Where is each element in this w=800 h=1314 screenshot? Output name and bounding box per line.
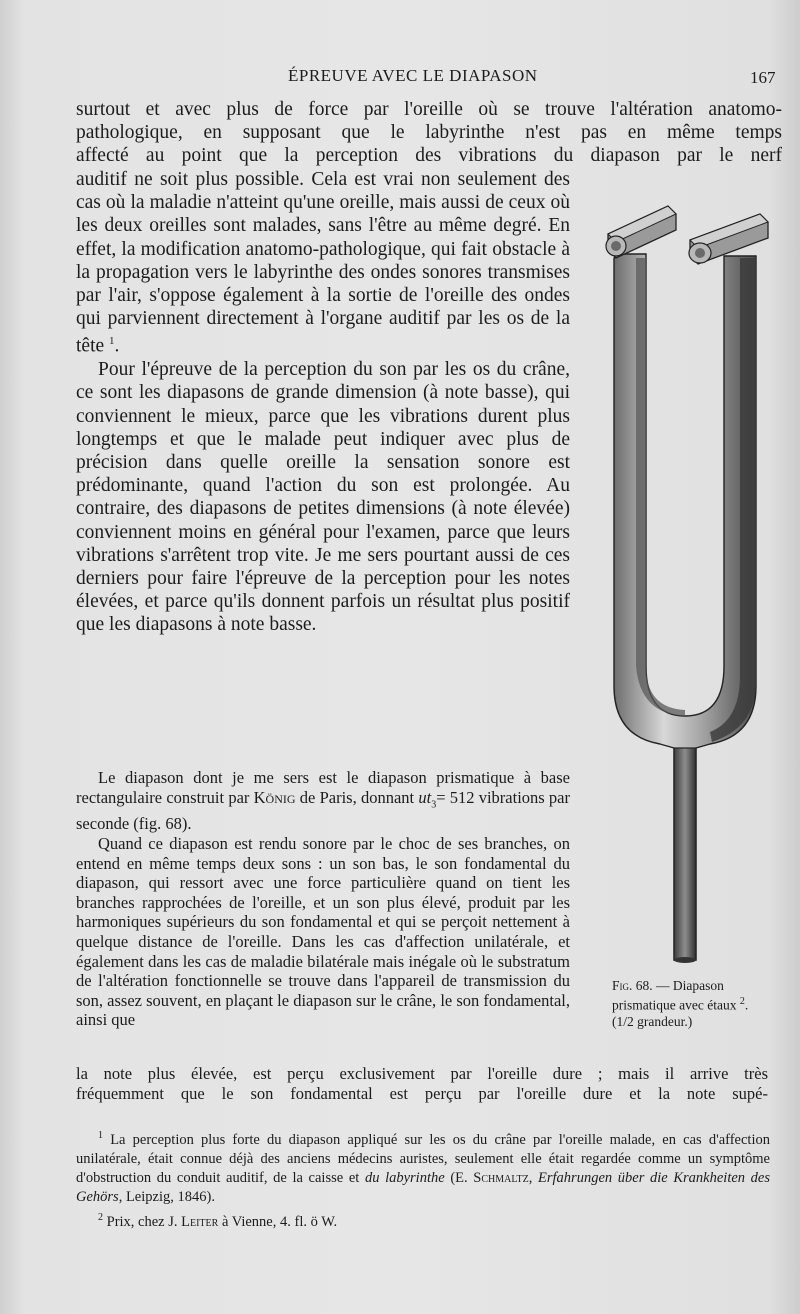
small-paragraph-1-b: de Paris, donnant	[299, 787, 415, 807]
maker-name: König	[253, 787, 296, 807]
caption-scale: (1/2 grandeur.)	[612, 1013, 693, 1029]
paragraph-2: Pour l'épreuve de la perception du son par les os du crâne, ce sont les diapasons de grande dimension (à note basse), qui conviennent le mieux, parce que les vibrations durent plus longtemps et que le malade peut indiquer avec plus de précision dans quelle oreille la sensation sonore est prédominante, quand l'action du son est prolongée. Au contraire, des diapasons de petites dimensions (à note élevée) conviennent moins en général pour l'examen, parce que leurs vibrations s'arrêtent trop vite. Je me sers pourtant aussi de ces derniers pour faire l'épreuve de la perception pour les notes élevées, et parce qu'ils donnent parfois un résultat plus positif que les diapasons à note basse.	[76, 359, 570, 636]
footnote-1-italic: du labyrinthe	[364, 1170, 445, 1187]
small-paragraph-2: Quand ce diapason est rendu sonore par le choc de ses branches, on entend en même temps deux sons : un son bas, le son fondamental du diapason, qui ressort avec une force particulière quand on tient les branches rapprochées de l'oreille, et un son plus élevé, produit par les harmoniques supérieurs du son fondamental et qui se perçoit nettement à quelque distance de l'oreille. Dans les cas d'affection unilatérale, et également dans les cas de maladie bilatérale mais inégale où le substratum de l'altération fonctionnelle se trouve dans l'appareil de transmission du son, assez souvent, en plaçant le diapason sur le crâne, le son fondamental, ainsi que	[76, 834, 570, 1030]
small-wide-line-2: fréquemment que le son fondamental est perçu par l'oreille dure et la note supé-	[76, 1083, 768, 1103]
small-wide-line-1: la note plus élevée, est perçu exclusivement par l'oreille dure ; mais il arrive très	[76, 1064, 768, 1083]
running-title: ÉPREUVE AVEC LE DIAPASON	[288, 66, 538, 85]
page-number: 167	[750, 68, 776, 87]
figure-caption: Fig. 68. — Diapason prismatique avec étaux $^2$. (1/2 grandeur.)	[612, 978, 772, 1030]
footnote-1-book: Erfahrungen über die Krankheiten des Gehörs	[76, 1170, 770, 1206]
footnote-2	[76, 1208, 770, 1232]
footnote-1-number: 1	[98, 1130, 103, 1141]
small-wide-lines	[76, 1064, 768, 1103]
footnote-2-name: Leiter	[181, 1213, 219, 1230]
footnote-2-b: à Vienne, 4. fl. ö W.	[221, 1213, 338, 1230]
note-subscript: 3	[431, 798, 437, 810]
footnotes	[76, 1126, 770, 1232]
paragraph-1	[76, 168, 570, 358]
caption-fig-label: Fig. 68.	[612, 978, 653, 993]
footnote-2-number: 2	[98, 1211, 103, 1223]
footnote-1-d: , Leipzig, 1846).	[118, 1189, 215, 1206]
page-header	[0, 66, 800, 92]
opening-lines	[76, 98, 782, 168]
small-paragraph-1-a: Le diapason dont je me sers est le diapason prismatique à base rectangulaire construit par	[76, 768, 570, 807]
small-paragraph-1-c: = 512 vibrations par seconde (fig. 68).	[76, 787, 571, 834]
main-column	[76, 168, 570, 637]
paragraph-1-text: auditif ne soit plus possible. Cela est vrai non seulement des cas où la maladie n'atteint qu'une oreille, mais aussi de ceux où les deux oreilles sont malades, sans l'être au même degré. En effet, la modification anatomo-pathologique, qui fait obstacle à la propagation vers le labyrinthe des ondes sonores transmises par l'air, s'oppose également à la sortie de l'oreille des ondes qui parviennent directement à l'organe auditif par les os de la tête	[76, 169, 570, 357]
paragraph-1-end: .	[114, 335, 120, 357]
text-line-2: pathologique, en supposant que le labyrinthe n'est pas en même temps	[76, 122, 782, 144]
figure-68	[590, 196, 780, 966]
caption-note-ref: 2	[739, 996, 745, 1007]
small-type-block	[76, 768, 570, 1030]
footnote-1-c: ,	[528, 1170, 533, 1187]
left-clamp	[606, 206, 676, 258]
footnote-ref-1: 1	[109, 335, 115, 348]
small-paragraph-1	[76, 768, 570, 834]
text-line-1: surtout et avec plus de force par l'oreille où se trouve l'altération anatomo-	[76, 99, 782, 120]
tuning-fork-illustration	[590, 196, 780, 966]
footnote-1	[76, 1126, 770, 1208]
caption-text: — Diapason prismatique avec étaux	[612, 978, 737, 1013]
footnote-1-a: La perception plus forte du diapason appliqué sur les os du crâne par l'oreille malade, en cas d'affection unilatérale, était connue déjà des anciens médecins auristes, seulement elle était regardée comme un symptôme d'obstruction du conduit auditif, de la caisse et	[76, 1131, 770, 1187]
footnote-1-b: (E.	[450, 1170, 468, 1187]
footnote-1-author: Schmaltz	[473, 1170, 529, 1187]
note-symbol: ut	[418, 787, 432, 807]
footnote-2-a: Prix, chez J.	[106, 1213, 178, 1230]
text-line-3: affecté au point que la perception des vibrations du diapason par le nerf	[76, 145, 782, 167]
